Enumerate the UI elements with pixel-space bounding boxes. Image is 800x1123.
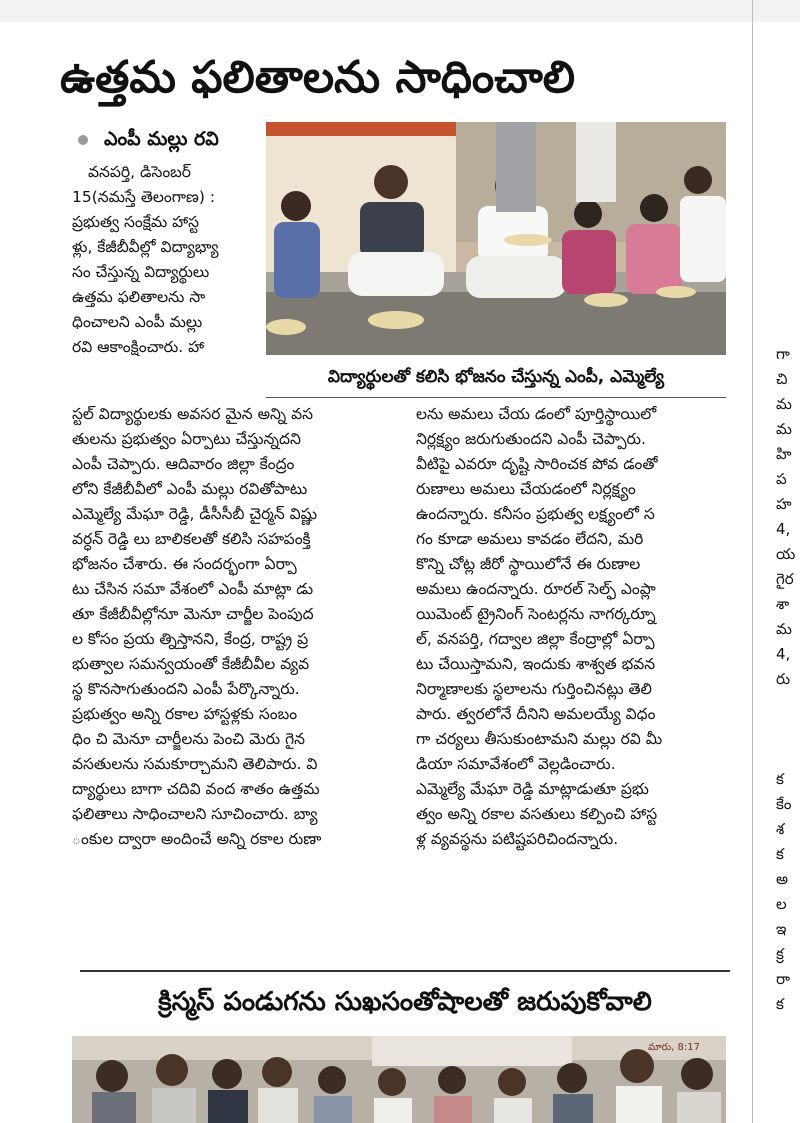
column-1-line: భుత్వాల సమన్వయంతో కేజీబీవీల వ్యవ: [72, 655, 310, 673]
column-1-line: ధిం చి మెనూ చార్జీలను పెంచి మెరు గైన: [72, 730, 306, 748]
column-2-line: నిర్మాణాలకు స్థలాలను గుర్తించినట్లు తెలి: [416, 680, 652, 698]
column-2-line: త్వం అన్ని రకాల వసతులు కల్పించి హాస్ట: [416, 805, 658, 823]
edge-text: శ: [776, 820, 785, 838]
section-divider: [80, 970, 730, 972]
second-article-headline: క్రిస్మస్ పండుగను సుఖసంతోషాలతో జరుపుకోవాలి: [158, 987, 652, 1017]
column-1-line: స్టల్ విద్యార్థులకు అవసర మైన అన్ని వస: [72, 405, 313, 423]
article-photo: [266, 122, 726, 355]
edge-text: క: [776, 995, 784, 1013]
photo-timestamp: మారు, 8:17: [648, 1042, 700, 1053]
students-lunch-photo: [266, 122, 726, 355]
column-1-line: భోజనం చేశారు. ఈ సందర్భంగా ఏర్పా: [72, 555, 297, 573]
edge-text: 4,: [776, 520, 791, 538]
column-1-line: ప్రభుత్వం అన్ని రకాల హాస్టళ్లకు సంబం: [72, 705, 298, 723]
edge-text: మ: [776, 395, 792, 413]
edge-text: మ: [776, 420, 792, 438]
column-2-line: ఎమ్మెల్యే మేఘా రెడ్డి మాట్లాడుతూ ప్రభు: [416, 780, 649, 798]
column-1-line: సం చేస్తున్న విద్యార్థులు: [72, 263, 210, 281]
column-2-line: నిర్లక్ష్యం జరుగుతుందని ఎంపీ చెప్పారు.: [416, 430, 646, 448]
column-2-line: యిమెంట్ ట్రైనింగ్ సెంటర్లను నాగర్కర్నూ: [416, 605, 656, 623]
edge-text: హి: [776, 445, 792, 463]
column-2-line: గం కూడా అమలు కావడం లేదని, మరి: [416, 530, 644, 548]
edge-text: చి: [776, 370, 788, 388]
edge-text: శా: [776, 595, 790, 613]
group-photo: [72, 1036, 726, 1123]
top-margin-band: [0, 0, 800, 22]
edge-text: గా: [776, 345, 790, 363]
column-1-line: ప్రభుత్వ సంక్షేమ హాస్ట: [72, 213, 200, 231]
column-2-line: అమలు ఉందన్నారు. రూరల్ సెల్ఫ్ ఎంప్లా: [416, 580, 656, 598]
column-2-line: కొన్ని చోట్ల జీరో స్థాయిలోనే ఈ రుణాల: [416, 555, 641, 573]
edge-text: గైర: [776, 570, 794, 588]
column-2-line: టు చేయిస్తామని, ఇందుకు శాశ్వత భవన: [416, 655, 656, 673]
column-1-line: ఉత్తమ ఫలితాలను సా: [72, 288, 206, 306]
edge-text: ప: [776, 470, 787, 488]
edge-text: అ: [776, 870, 789, 888]
column-2-line: పారు. త్వరలోనే దీనిని అమలయ్యే విధం: [416, 705, 656, 723]
christmas-event-photo: [72, 1036, 726, 1123]
column-2-line: ఉందన్నారు. కనీసం ప్రభుత్వ లక్ష్యంలో స: [416, 505, 655, 523]
column-1-line: వసతులను సమకూర్చామని తెలిపారు. వి: [72, 755, 318, 773]
edge-text: మ: [776, 620, 792, 638]
column-1-line: 15(నమస్తే తెలంగాణ) :: [72, 188, 216, 206]
column-2-line: వీటిపై ఎవరూ దృష్టి సారించక పోవ డంతో: [416, 455, 658, 473]
byline: [78, 128, 219, 155]
column-1-line: రవి ఆకాంక్షించారు. హా: [72, 338, 205, 356]
column-1-line: వనపర్తి, డిసెంబర్: [88, 163, 191, 181]
column-1-line: వర్ధన్ రెడ్డి లు బాలికలతో కలిసి సహపంక్తి: [72, 530, 311, 548]
column-2-line: లను అమలు చేయ డంలో పూర్తిస్థాయిలో: [416, 405, 657, 423]
column-1-line: ఫలితాలు సాధించాలని సూచించారు. బ్యా: [72, 805, 318, 823]
column-1-line: ఎమ్మెల్యే మేఘా రెడ్డి, డీసీసీబీ చైర్మన్ విష్ణు: [72, 505, 318, 523]
edge-text: క్ర: [776, 945, 784, 963]
column-2-line: ల్, వనపర్తి, గద్వాల జిల్లా కేంద్రాల్లో ఏర్పా: [416, 630, 655, 648]
edge-text: క: [776, 845, 784, 863]
edge-text: కేం: [776, 795, 792, 813]
byline-name: ఎంపీ మల్లు రవి: [104, 128, 219, 150]
column-rule: [752, 0, 753, 1123]
article-headline: ఉత్తమ ఫలితాలను సాధించాలి: [60, 52, 575, 103]
column-2-line: రుణాలు అమలు చేయడంలో నిర్లక్ష్యం: [416, 480, 636, 498]
column-1-line: తూ కేజీబీవీల్లోనూ మెనూ చార్జీల పెంపుద: [72, 605, 314, 623]
column-1-line: ళ్లు, కేజీబీవీల్లో విద్యాభ్యా: [72, 238, 219, 256]
edge-text: హ: [776, 495, 792, 513]
bullet-icon: [78, 135, 88, 145]
column-2-line: ళ్ల వ్యవస్థను పటిష్టపరిచిందన్నారు.: [416, 830, 619, 848]
photo-caption: విద్యార్థులతో కలిసి భోజనం చేస్తున్న ఎంపీ, ఎమ్మెల్యే: [327, 367, 665, 387]
column-1-line: ఎంపీ చెప్పారు. ఆదివారం జిల్లా కేంద్రం: [72, 455, 295, 473]
column-1-line: లోని కేజీబీవీలో ఎంపీ మల్లు రవితోపాటు: [72, 480, 308, 498]
edge-text: ఇ: [776, 920, 787, 938]
column-1-line: టు చేసిన సమా వేశంలో ఎంపీ మాట్లా డు: [72, 580, 314, 598]
column-1-line: ంకుల ద్వారా అందించే అన్ని రకాల రుణా: [72, 830, 322, 848]
column-2-line: గా చర్యలు తీసుకుంటామని మల్లు రవి మీ: [416, 730, 663, 748]
edge-text: క: [776, 770, 784, 788]
edge-text: రా: [776, 970, 791, 988]
column-1-line: ధించాలని ఎంపీ మల్లు: [72, 313, 203, 331]
column-1-line: తులను ప్రభుత్వం ఏర్పాటు చేస్తున్నదని: [72, 430, 301, 448]
edge-text: ల: [776, 895, 787, 913]
edge-text: రు: [776, 670, 791, 688]
caption-rule: [266, 397, 726, 398]
column-1-line: స్థ కొనసాగుతుందని ఎంపీ పేర్కొన్నారు.: [72, 680, 300, 698]
column-1-line: ల కోసం ప్రయ త్నిస్తానని, కేంద్ర, రాష్ట్ర ప్ర: [72, 630, 309, 648]
column-1-line: ద్యార్థులు బాగా చదివి వంద శాతం ఉత్తమ: [72, 780, 320, 798]
column-2-line: డియా సమావేశంలో వెల్లడించారు.: [416, 755, 616, 773]
edge-text: 4,: [776, 645, 791, 663]
edge-text: య: [776, 545, 796, 563]
